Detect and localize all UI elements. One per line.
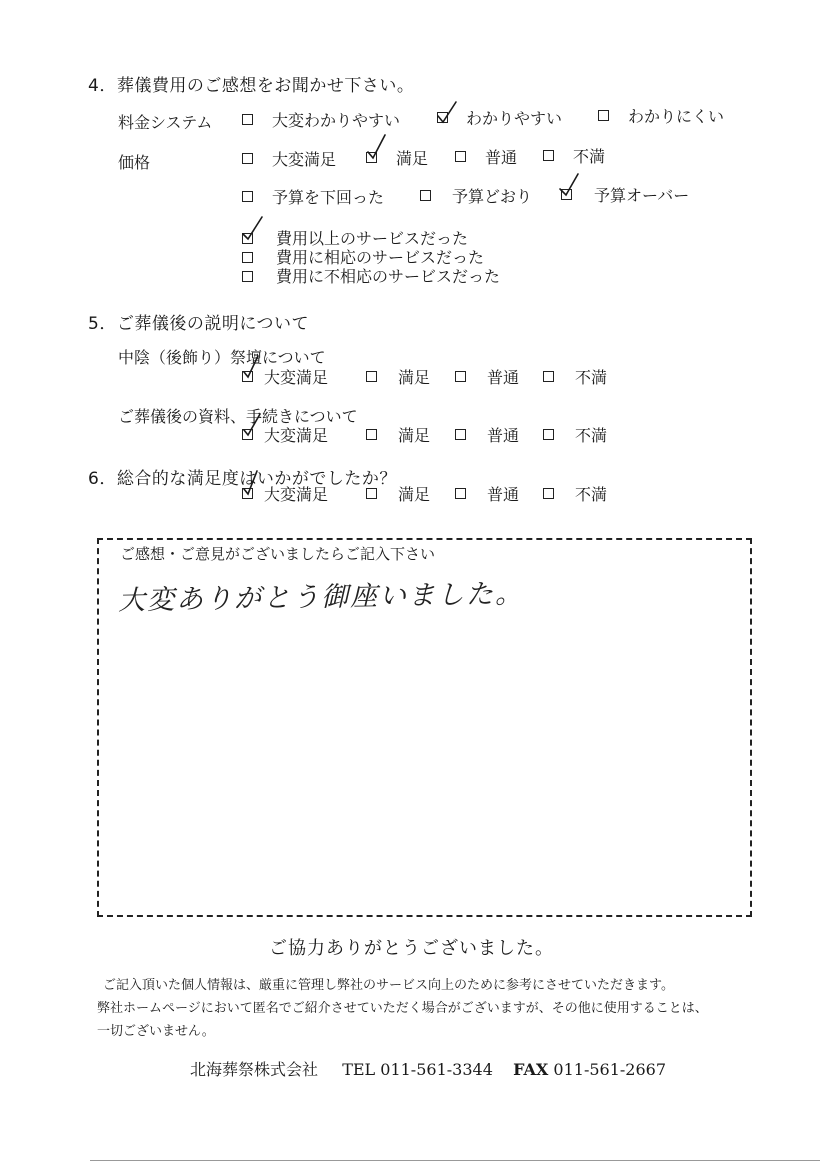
q4-row2-option3-label: 普通 [485, 148, 518, 167]
q5-sub1-option4-checkbox[interactable] [543, 371, 554, 382]
comment-prompt: ご感想・ご意見がございましたらご記入下さい [120, 545, 436, 563]
q4-row3-option2-checkbox[interactable] [420, 190, 431, 201]
q5-title: 5．ご葬儀後の説明について [88, 314, 309, 334]
q5-sub1-option1-label: 大変満足 [264, 368, 329, 387]
q4-row2-option4-label: 不満 [573, 147, 606, 166]
privacy-notice-line1: ご記入頂いた個人情報は、厳重に管理し弊社のサービス向上のために参考にさせていただきます。 [103, 978, 674, 993]
q4-row2-option4-checkbox[interactable] [543, 150, 554, 161]
q4-row3-option3-checkbox[interactable] [561, 189, 572, 200]
thanks-message: ご協力ありがとうございました。 [269, 938, 554, 959]
q4-row4-option1-label: 費用以上のサービスだった [276, 229, 469, 248]
privacy-notice-line3: 一切ございません。 [97, 1024, 215, 1039]
company-fax-number: 011-561-2667 [553, 1060, 667, 1079]
page-bottom-rule [90, 1160, 820, 1161]
q5-sub2-option1-checkbox[interactable] [242, 429, 253, 440]
q4-row4-option3-label: 費用に不相応のサービスだった [276, 267, 501, 286]
q4-row1-option1-checkbox[interactable] [242, 114, 253, 125]
q4-row2-option1-checkbox[interactable] [242, 153, 253, 164]
q4-row2-label: 価格 [118, 153, 151, 172]
q6-option3-checkbox[interactable] [455, 488, 466, 499]
q5-sub2-option4-label: 不満 [575, 426, 608, 445]
q5-sub2-option2-checkbox[interactable] [366, 429, 377, 440]
company-tel: TEL 011-561-3344 [342, 1060, 493, 1079]
q5-sub2-option1-label: 大変満足 [264, 426, 329, 445]
q6-option4-checkbox[interactable] [543, 488, 554, 499]
q6-title: 6．総合的な満足度はいかがでしたか？ [88, 469, 397, 489]
q6-option1-label: 大変満足 [264, 485, 329, 504]
q4-row2-option3-checkbox[interactable] [455, 151, 466, 162]
q5-sub1-option3-label: 普通 [487, 368, 520, 387]
q4-row2-option2-label: 満足 [396, 149, 429, 168]
q5-sub2-label: ご葬儀後の資料、手続きについて [118, 407, 358, 426]
q4-title: 4．葬儀費用のご感想をお聞かせ下さい。 [88, 76, 415, 96]
q4-row3-option1-checkbox[interactable] [242, 191, 253, 202]
q4-row3-option3-label: 予算オーバー [594, 186, 690, 205]
q5-sub1-option2-checkbox[interactable] [366, 371, 377, 382]
q5-sub1-option1-checkbox[interactable] [242, 371, 253, 382]
company-name: 北海葬祭株式会社 [190, 1060, 319, 1079]
q4-row4-option3-checkbox[interactable] [242, 271, 253, 282]
q5-sub1-label: 中陰（後飾り）祭壇について [118, 348, 326, 367]
q4-row4-option2-label: 費用に相応のサービスだった [276, 248, 485, 267]
q4-row4-option2-checkbox[interactable] [242, 252, 253, 263]
comment-handwritten-text: 大変ありがとう御座いました。 [117, 578, 525, 617]
q5-sub2-option2-label: 満足 [398, 426, 431, 445]
q4-row1-option3-label: わかりにくい [628, 107, 725, 126]
q4-row3-option1-label: 予算を下回った [272, 188, 385, 207]
privacy-notice-line2: 弊社ホームページにおいて匿名でご紹介させていただく場合がございますが、その他に使用することは、 [97, 1001, 708, 1016]
q5-sub1-option3-checkbox[interactable] [455, 371, 466, 382]
q5-sub1-option2-label: 満足 [398, 368, 431, 387]
q4-row1-option2-label: わかりやすい [466, 109, 563, 128]
q5-sub2-option3-label: 普通 [487, 426, 520, 445]
q5-sub2-option3-checkbox[interactable] [455, 429, 466, 440]
q4-row3-option2-label: 予算どおり [452, 187, 533, 206]
q5-sub1-option4-label: 不満 [575, 368, 608, 387]
q6-option2-checkbox[interactable] [366, 488, 377, 499]
q6-option4-label: 不満 [575, 485, 608, 504]
q6-option2-label: 満足 [398, 485, 431, 504]
q4-row1-label: 料金システム [118, 113, 213, 132]
q4-row2-option1-label: 大変満足 [272, 150, 337, 169]
q6-option3-label: 普通 [487, 485, 520, 504]
q5-sub2-option4-checkbox[interactable] [543, 429, 554, 440]
company-info [190, 1057, 666, 1080]
q4-row1-option2-checkbox[interactable] [437, 112, 448, 123]
q4-row1-option1-label: 大変わかりやすい [272, 111, 401, 130]
q4-row1-option3-checkbox[interactable] [598, 110, 609, 121]
q6-option1-checkbox[interactable] [242, 488, 253, 499]
company-fax-label: FAX [513, 1060, 549, 1079]
q4-row4-option1-checkbox[interactable] [242, 233, 253, 244]
q4-row2-option2-checkbox[interactable] [366, 152, 377, 163]
